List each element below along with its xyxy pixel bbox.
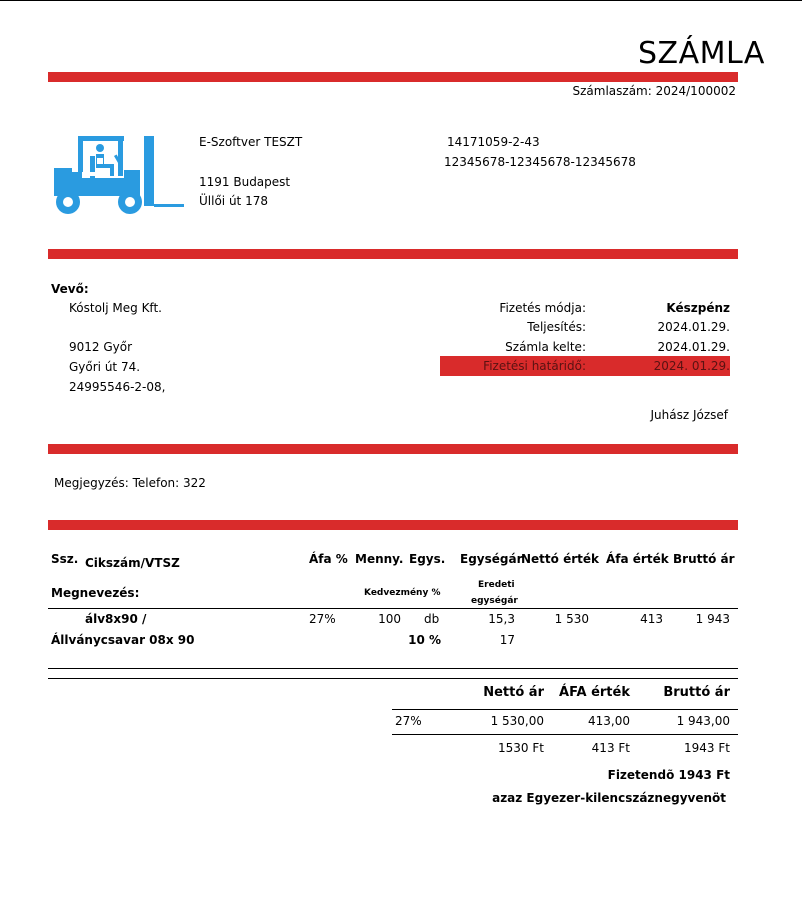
summary-net: 1 530,00 [490, 714, 544, 728]
buyer-label: Vevő: [51, 282, 89, 296]
summary-vat-header: ÁFA érték [559, 685, 630, 700]
col-header-orig-price-1: Eredeti [478, 580, 515, 590]
table-end-divider-2 [48, 678, 738, 679]
col-header-vat-pct: Áfa % [309, 552, 348, 566]
summary-vat: 413,00 [588, 714, 630, 728]
col-header-discount: Kedvezmény % [364, 588, 441, 598]
item-name: Állványcsavar 08x 90 [51, 633, 195, 647]
fulfillment-value: 2024.01.29. [657, 320, 730, 334]
summary-rate: 27% [395, 714, 422, 728]
summary-gross-ft: 1943 Ft [684, 741, 730, 755]
buyer-zip-city: 9012 Győr [69, 340, 133, 354]
issue-date-value: 2024.01.29. [657, 340, 730, 354]
col-header-name: Megnevezés: [51, 586, 140, 600]
col-header-net: Nettó érték [521, 552, 599, 566]
col-header-gross: Bruttó ár [673, 552, 735, 566]
summary-gross-header: Bruttó ár [663, 685, 730, 700]
invoice-title: SZÁMLA [638, 36, 765, 71]
item-orig-price: 17 [499, 633, 515, 647]
seller-street: Üllői út 178 [199, 194, 268, 208]
summary-gross: 1 943,00 [676, 714, 730, 728]
item-unit: db [424, 612, 440, 626]
payable-total: Fizetendõ 1943 Ft [607, 768, 730, 782]
table-header-divider [48, 608, 738, 609]
buyer-street: Győri út 74. [69, 360, 141, 374]
item-net: 1 530 [554, 612, 589, 626]
buyer-name: Kóstolj Meg Kft. [69, 301, 162, 315]
issue-date-label: Számla kelte: [505, 340, 586, 354]
summary-divider-2 [392, 734, 738, 735]
section-bar-3 [48, 520, 738, 530]
note: Megjegyzés: Telefon: 322 [54, 476, 206, 490]
table-end-divider-1 [48, 668, 738, 669]
col-header-unit-price: Egységár [460, 552, 523, 566]
item-gross: 1 943 [695, 612, 730, 626]
top-border [0, 0, 802, 1]
item-vat-pct: 27% [309, 612, 336, 626]
due-date-value: 2024. 01.29. [653, 359, 730, 373]
section-bar-2 [48, 444, 738, 454]
buyer-tax-number: 24995546-2-08, [69, 380, 166, 394]
summary-vat-ft: 413 Ft [591, 741, 630, 755]
seller-zip-city: 1191 Budapest [199, 175, 291, 189]
item-vat-value: 413 [640, 612, 663, 626]
issuer-name: Juhász József [650, 408, 728, 422]
seller-bank-account: 12345678-12345678-12345678 [444, 155, 636, 169]
payment-method-value: Készpénz [666, 301, 730, 315]
col-header-ssz: Ssz. [51, 552, 79, 566]
summary-net-header: Nettó ár [483, 685, 544, 700]
invoice-number: Számlaszám: 2024/100002 [572, 84, 736, 98]
fulfillment-label: Teljesítés: [527, 320, 586, 334]
summary-net-ft: 1530 Ft [498, 741, 544, 755]
col-header-unit: Egys. [409, 552, 446, 566]
payment-method-label: Fizetés módja: [499, 301, 586, 315]
col-header-code: Cikszám/VTSZ [85, 556, 180, 570]
col-header-vat-value: Áfa érték [606, 552, 669, 566]
item-qty: 100 [378, 612, 401, 626]
col-header-orig-price-2: egységár [471, 596, 518, 606]
item-code: álv8x90 / [85, 612, 147, 626]
col-header-qty: Menny. [355, 552, 404, 566]
item-unit-price: 15,3 [488, 612, 515, 626]
amount-in-words: azaz Egyezer-kilencszáznegyvenöt [492, 791, 726, 805]
header-bar [48, 72, 738, 82]
forklift-icon [52, 134, 184, 216]
item-discount: 10 % [408, 633, 441, 647]
section-bar-1 [48, 249, 738, 259]
seller-name: E-Szoftver TESZT [199, 135, 303, 149]
seller-tax-number: 14171059-2-43 [447, 135, 540, 149]
due-date-label: Fizetési határidő: [483, 359, 586, 373]
summary-divider [392, 709, 738, 710]
